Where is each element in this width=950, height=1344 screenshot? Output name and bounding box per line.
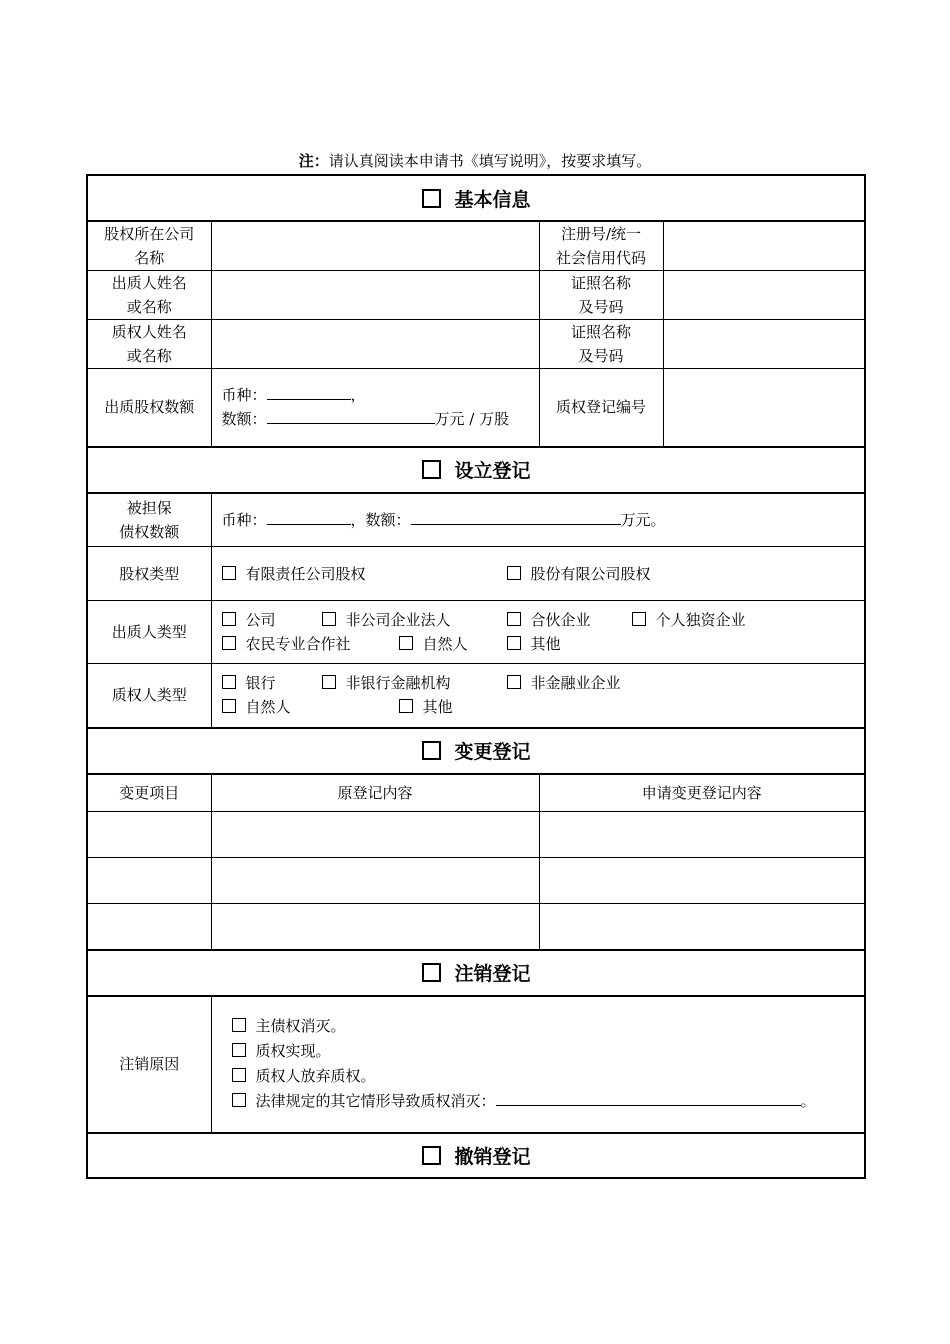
table-row <box>87 858 865 904</box>
pledgor-type-company[interactable] <box>222 608 322 632</box>
change-item-cell[interactable] <box>87 904 211 950</box>
cancel-reason-4-end: 。 <box>800 1092 816 1110</box>
company-name-field[interactable] <box>211 221 539 271</box>
pledgor-type-other[interactable] <box>507 632 561 656</box>
pledgor-type-natural-label: 自然人 <box>422 635 468 653</box>
checkbox-icon[interactable] <box>232 1068 246 1082</box>
checkbox-icon[interactable] <box>222 612 236 626</box>
checkbox-icon[interactable] <box>322 675 336 689</box>
section-change-header <box>87 728 865 774</box>
section-basic-header <box>87 175 865 221</box>
equity-type-label: 股权类型 <box>87 547 211 601</box>
note-text: 请认真阅读本申请书《填写说明》，按要求填写。 <box>328 152 652 170</box>
pledgee-cert-label-line1: 证照名称 <box>570 323 631 341</box>
pledgee-type-label: 质权人类型 <box>87 664 211 728</box>
section-cancel-checkbox[interactable] <box>422 963 441 982</box>
pledgor-type-other-label: 其他 <box>530 635 561 653</box>
cancel-reason-4-label: 法律规定的其它情形导致质权消灭： <box>255 1092 496 1110</box>
checkbox-icon[interactable] <box>507 636 521 650</box>
pledgor-type-natural[interactable] <box>399 632 507 656</box>
change-original-cell[interactable] <box>211 904 539 950</box>
row-equity-type <box>87 547 865 601</box>
pledgee-type-other-label: 其他 <box>422 698 453 717</box>
section-setup-checkbox[interactable] <box>422 460 441 479</box>
table-row <box>87 904 865 950</box>
company-name-label-line1: 股权所在公司 <box>104 225 195 243</box>
pledgee-type-nonbank-label: 非银行金融机构 <box>345 674 451 693</box>
table-row <box>87 812 865 858</box>
pledgee-cert-field[interactable] <box>663 320 865 369</box>
cancel-reason-3[interactable] <box>232 1064 865 1089</box>
checkbox-icon[interactable] <box>222 699 236 713</box>
checkbox-icon[interactable] <box>222 566 236 580</box>
pledgee-name-label <box>87 320 211 369</box>
equity-type-jsc-label: 股份有限公司股权 <box>530 564 651 583</box>
checkbox-icon[interactable] <box>507 566 521 580</box>
cancel-reason-2-label: 质权实现。 <box>255 1042 331 1060</box>
change-new-cell[interactable] <box>539 812 865 858</box>
change-new-cell[interactable] <box>539 858 865 904</box>
section-cancel-header <box>87 950 865 996</box>
change-header-original: 原登记内容 <box>211 774 539 812</box>
pledge-registration-form <box>86 174 866 1179</box>
cancel-reason-1-label: 主债权消灭。 <box>255 1017 346 1035</box>
row-debt <box>87 493 865 547</box>
pledgor-type-sole[interactable] <box>632 608 746 632</box>
pledgor-type-partnership-label: 合伙企业 <box>530 611 591 629</box>
row-pledgor <box>87 271 865 320</box>
change-new-cell[interactable] <box>539 904 865 950</box>
company-name-label <box>87 221 211 271</box>
amount-quantity-blank[interactable] <box>267 409 435 424</box>
pledgee-name-label-line2: 或名称 <box>126 347 172 365</box>
pledgee-cert-label-line2: 及号码 <box>578 347 624 365</box>
regnum-field[interactable] <box>663 369 865 447</box>
amount-quantity-label: 数额： <box>221 410 267 429</box>
amount-label: 出质股权数额 <box>87 369 211 447</box>
pledgee-type-natural-label: 自然人 <box>245 698 291 717</box>
change-original-cell[interactable] <box>211 812 539 858</box>
checkbox-icon[interactable] <box>632 612 646 626</box>
pledgee-name-field[interactable] <box>211 320 539 369</box>
pledgor-cert-label-line2: 及号码 <box>578 298 624 316</box>
pledgor-type-partnership[interactable] <box>507 608 632 632</box>
row-pledgee <box>87 320 865 369</box>
amount-unit: 万元 / 万股 <box>434 410 510 429</box>
form-note <box>0 150 950 172</box>
checkbox-icon[interactable] <box>232 1043 246 1057</box>
change-item-cell[interactable] <box>87 858 211 904</box>
cancel-reason-label: 注销原因 <box>87 996 211 1133</box>
pledgor-name-label-line1: 出质人姓名 <box>111 274 187 292</box>
section-revoke-title: 撤销登记 <box>454 1145 531 1168</box>
debt-unit: 万元。 <box>620 510 666 529</box>
cancel-reason-4-blank[interactable] <box>496 1091 801 1106</box>
checkbox-icon[interactable] <box>399 699 413 713</box>
pledgor-name-field[interactable] <box>211 271 539 320</box>
checkbox-icon[interactable] <box>322 612 336 626</box>
pledgor-cert-field[interactable] <box>663 271 865 320</box>
equity-type-jsc[interactable] <box>507 562 651 586</box>
regno-field[interactable] <box>663 221 865 271</box>
cancel-reason-4[interactable] <box>232 1089 865 1114</box>
pledgor-type-noncorp[interactable] <box>322 608 507 632</box>
row-amount <box>87 369 865 447</box>
note-label: 注： <box>298 152 329 170</box>
debt-field <box>211 493 865 547</box>
section-revoke-header <box>87 1133 865 1178</box>
checkbox-icon[interactable] <box>222 636 236 650</box>
row-pledgee-type <box>87 664 865 728</box>
debt-label-line2: 债权数额 <box>119 522 180 541</box>
change-item-cell[interactable] <box>87 812 211 858</box>
checkbox-icon[interactable] <box>507 612 521 626</box>
company-name-label-line2: 名称 <box>134 249 165 267</box>
debt-currency-blank[interactable] <box>267 510 351 525</box>
debt-label <box>87 493 211 547</box>
checkbox-icon[interactable] <box>222 675 236 689</box>
cancel-reason-3-label: 质权人放弃质权。 <box>255 1067 376 1085</box>
section-change-title: 变更登记 <box>454 741 531 763</box>
amount-comma: ， <box>350 386 366 405</box>
equity-type-options <box>211 547 865 601</box>
pledgee-name-label-line1: 质权人姓名 <box>111 323 187 341</box>
debt-amount-label: ，数额： <box>350 510 411 529</box>
row-company <box>87 221 865 271</box>
change-original-cell[interactable] <box>211 858 539 904</box>
equity-type-llc[interactable] <box>222 562 507 586</box>
cancel-reason-2[interactable] <box>232 1039 865 1064</box>
pledgor-name-label <box>87 271 211 320</box>
pledgor-cert-label-line1: 证照名称 <box>570 274 631 292</box>
pledgee-type-bank[interactable] <box>222 671 322 695</box>
cancel-reason-1[interactable] <box>232 1014 865 1039</box>
row-cancel-reason <box>87 996 865 1133</box>
debt-amount-blank[interactable] <box>411 510 621 525</box>
checkbox-icon[interactable] <box>507 675 521 689</box>
regno-label-line2: 社会信用代码 <box>555 249 646 267</box>
pledgee-type-natural[interactable] <box>222 695 399 719</box>
pledgor-type-coop-label: 农民专业合作社 <box>245 635 351 653</box>
amount-currency-blank[interactable] <box>267 385 351 400</box>
pledgee-type-nonfinancial-label: 非金融业企业 <box>530 674 621 693</box>
pledgee-type-other[interactable] <box>399 695 453 719</box>
pledgor-cert-label <box>539 271 663 320</box>
section-cancel-title: 注销登记 <box>454 963 531 985</box>
row-pledgor-type <box>87 601 865 664</box>
section-basic-checkbox[interactable] <box>422 189 441 208</box>
section-basic-title: 基本信息 <box>454 188 531 211</box>
regno-label-line1: 注册号/统一 <box>560 225 642 243</box>
change-header-new: 申请变更登记内容 <box>539 774 865 812</box>
amount-currency-label: 币种： <box>221 386 267 405</box>
checkbox-icon[interactable] <box>232 1018 246 1032</box>
cancel-reason-options <box>211 996 865 1133</box>
pledgee-type-options <box>211 664 865 728</box>
pledgor-type-sole-label: 个人独资企业 <box>655 611 746 629</box>
section-setup-title: 设立登记 <box>454 460 531 482</box>
pledgor-name-label-line2: 或名称 <box>126 298 172 316</box>
checkbox-icon[interactable] <box>232 1093 246 1107</box>
section-change-checkbox[interactable] <box>422 741 441 760</box>
debt-currency-label: 币种： <box>221 510 267 529</box>
change-header-item: 变更项目 <box>87 774 211 812</box>
pledgee-type-bank-label: 银行 <box>245 674 276 693</box>
pledgee-cert-label <box>539 320 663 369</box>
debt-label-line1: 被担保 <box>126 498 172 517</box>
change-header-row <box>87 774 865 812</box>
regno-label <box>539 221 663 271</box>
pledgor-type-coop[interactable] <box>222 632 399 656</box>
regnum-label: 质权登记编号 <box>539 369 663 447</box>
section-revoke-checkbox[interactable] <box>422 1146 441 1165</box>
pledgor-type-noncorp-label: 非公司企业法人 <box>345 611 451 629</box>
equity-type-llc-label: 有限责任公司股权 <box>245 564 366 583</box>
pledgor-type-options <box>211 601 865 664</box>
pledgee-type-nonbank[interactable] <box>322 671 507 695</box>
pledgee-type-nonfinancial[interactable] <box>507 671 621 695</box>
checkbox-icon[interactable] <box>399 636 413 650</box>
amount-field <box>211 369 539 447</box>
section-setup-header <box>87 447 865 493</box>
pledgor-type-company-label: 公司 <box>245 611 276 629</box>
pledgor-type-label: 出质人类型 <box>87 601 211 664</box>
